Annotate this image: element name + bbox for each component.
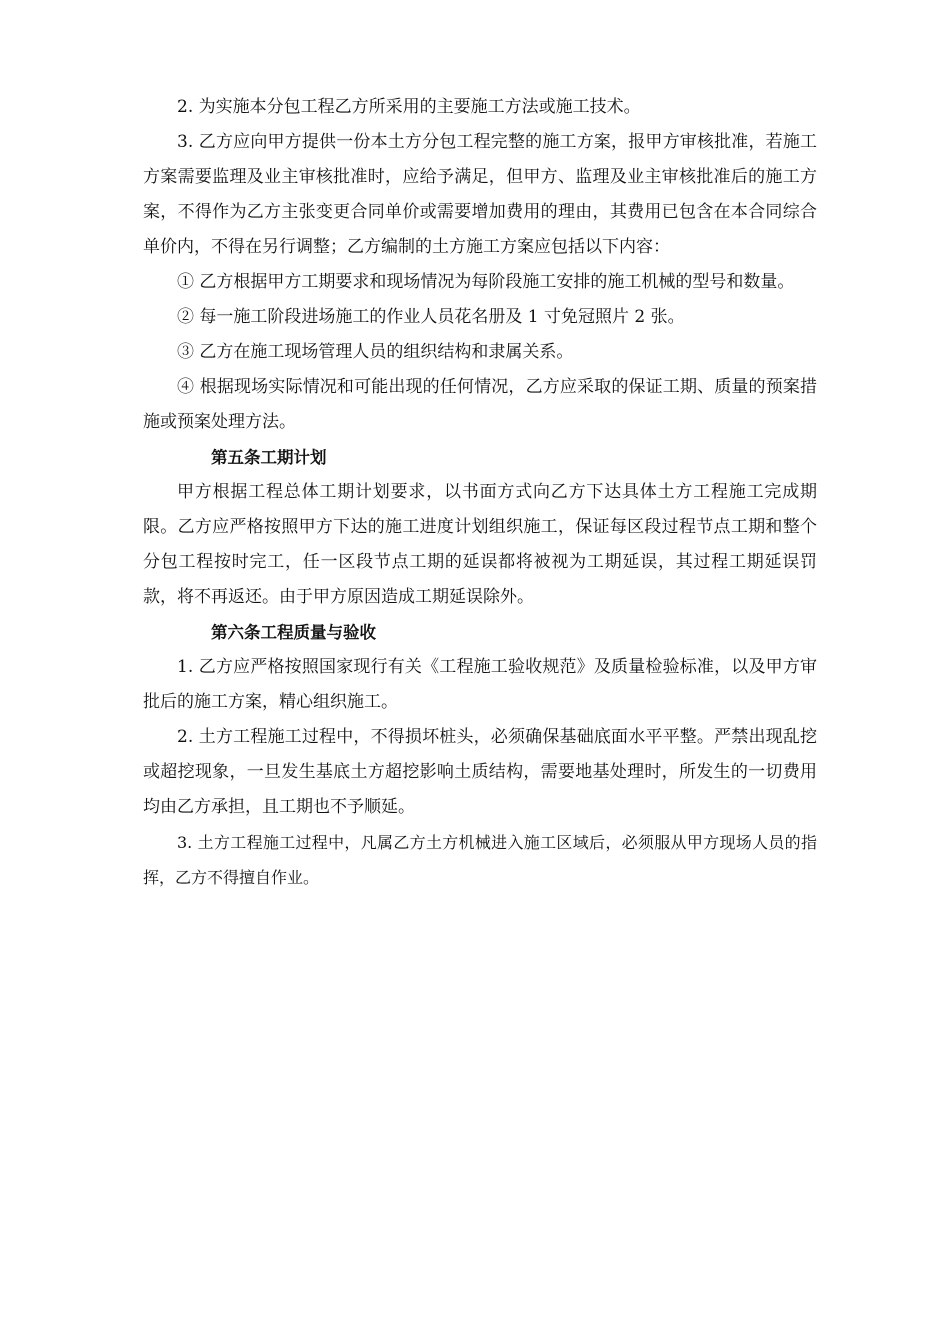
- section-5-heading: 第五条工期计划: [211, 448, 327, 467]
- section-6-item-2: 2. 土方工程施工过程中，不得损坏桩头，必须确保基础底面水平平整。严禁出现乱挖或超挖现象，一旦发生基底土方超挖影响土质结构，需要地基处理时，所发生的一切费用均由乙方承担，且工期也不予顺延。: [143, 727, 817, 817]
- paragraph-sub-3: ③ 乙方在施工现场管理人员的组织结构和隶属关系。: [177, 342, 574, 362]
- section-6-heading: 第六条工程质量与验收: [211, 623, 376, 642]
- section-5-body: 甲方根据工程总体工期计划要求，以书面方式向乙方下达具体土方工程施工完成期限。乙方应严格按照甲方下达的施工进度计划组织施工，保证每区段过程节点工期和整个分包工程按时完工，任一区段节点工期的延误都将被视为工期延误，其过程工期延误罚款，将不再返还。由于甲方原因造成工期延误除外。: [143, 482, 817, 607]
- section-6-item-1: 1. 乙方应严格按照国家现行有关《工程施工验收规范》及质量检验标准，以及甲方审批后的施工方案，精心组织施工。: [143, 657, 817, 712]
- paragraph-sub-4: ④ 根据现场实际情况和可能出现的任何情况，乙方应采取的保证工期、质量的预案措施或预案处理方法。: [143, 377, 817, 432]
- paragraph-sub-1: ① 乙方根据甲方工期要求和现场情况为每阶段施工安排的施工机械的型号和数量。: [177, 272, 795, 292]
- paragraph-item-3: 3. 乙方应向甲方提供一份本土方分包工程完整的施工方案，报甲方审核批准，若施工方案需要监理及业主审核批准时，应给予满足，但甲方、监理及业主审核批准后的施工方案，不得作为乙方主张变更合同单价或需要增加费用的理由，其费用已包含在本合同综合单价内，不得在另行调整；乙方编制的土方施工方案应包括以下内容：: [143, 132, 817, 257]
- paragraph-sub-2: ② 每一施工阶段进场施工的作业人员花名册及 1 寸免冠照片 2 张。: [177, 307, 685, 327]
- paragraph-item-2: 2. 为实施本分包工程乙方所采用的主要施工方法或施工技术。: [177, 97, 641, 117]
- section-6-item-3: 3. 土方工程施工过程中，凡属乙方土方机械进入施工区域后，必须服从甲方现场人员的指挥，乙方不得擅自作业。: [143, 833, 817, 887]
- document-body: [143, 90, 817, 895]
